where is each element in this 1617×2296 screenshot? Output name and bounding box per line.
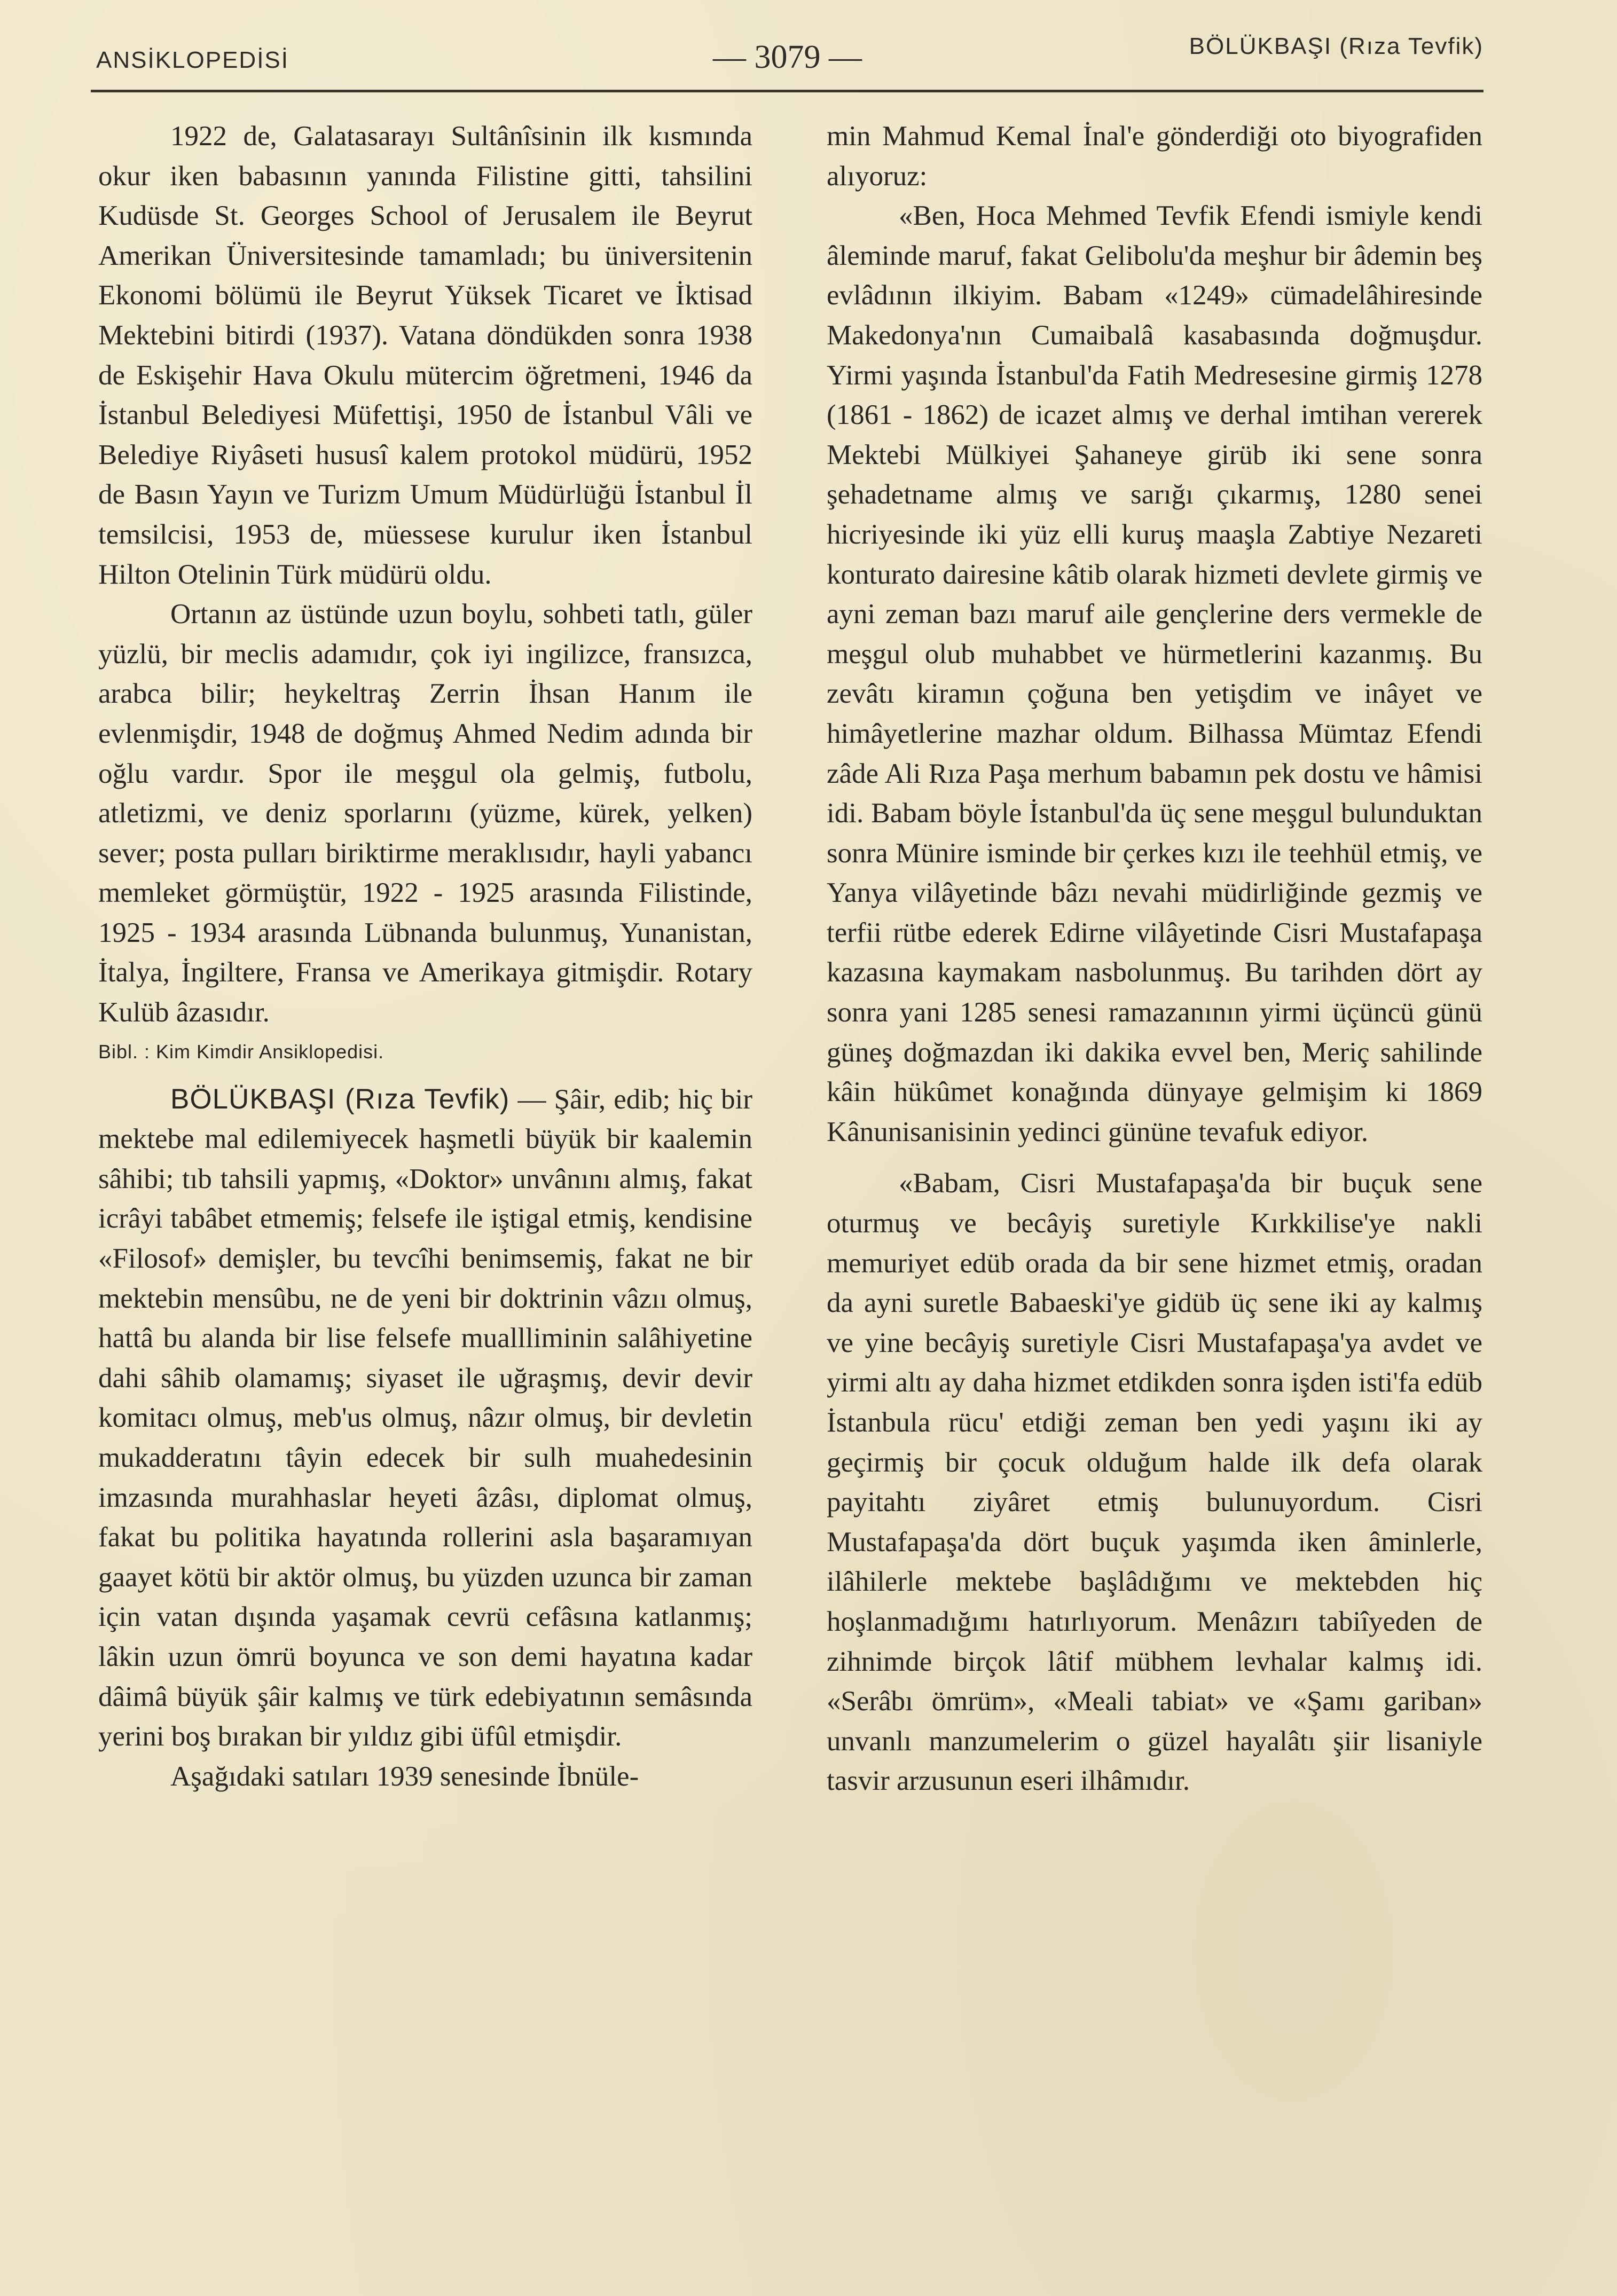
entry-heading: BÖLÜKBAŞI (Rıza Tevfik) [170,1083,510,1115]
header-encyclopedia-title: ANSİKLOPEDİSİ [96,47,289,73]
page-number: — 3079 — [713,39,862,75]
right-column [827,116,1482,1801]
header-rule [91,90,1483,92]
bibliography-note: Bibl. : Kim Kimdir Ansiklopedisi. [98,1040,384,1063]
header-entry-range: BÖLÜKBAŞI (Rıza Tevfik) [1189,33,1483,59]
paragraph-autobiography-childhood: «Babam, Cisri Mustafapaşa'da bir buçuk sene oturmuş ve becâyiş suretiyle Kırkkilise'ye nakli memuriyet edüb orada da bir sene hizmet etmiş, oradan da ayni suretle Babaeski'ye gidüb üç sene iki ay kalmış ve yine becâyiş suretiyle Cisri Mustafapaşa'ya avdet ve yirmi altı ay daha hizmet etdikden sonra işden isti'fa edüb İstanbula rücu' etdiği zeman ben yedi yaşını iki ay geçirmiş bir çocuk olduğum halde ilk defa olarak payitahtı ziyâret etmiş bulunuyordum. Cisri Mustafapaşa'da dört buçuk yaşımda iken âminlerle, ilâhilerle mektebe başlâdığımı ve mektebden hiç hoşlanmadığımı hatırlıyorum. Menâzırı tabiîyeden de zihnimde birçok lâtif mübhem levhalar kalmış idi. «Serâbı ömrüm», «Meali tabiat» ve «Şamı gariban» unvanlı manzumelerim o güzel hayalâtı şiir lisaniyle tasvir arzusunun eseri ilhâmıdır. [827,1168,1482,1797]
left-column [98,116,752,1796]
running-header [91,33,1483,87]
entry-body-text: — Şâir, edib; hiç bir mektebe mal edilemiyecek haşmetli büyük bir kaalemin sâhibi; tıb tahsili yapmış, «Doktor» unvânını almış, fakat icrâyi tabâbet etmemiş; felsefe ile iştigal etmiş, kendisine «Filosof» demişler, bu tevcîhi benimsemiş, fakat ne bir mektebin mensûbu, ne de yeni bir doktrinin vâzıı olmuş, hattâ bu alanda bir lise felsefe muallliminin salâhiyetine dahi sâhib olamamış; siyaset ile uğraşmış, devir devir komitacı olmuş, meb'us olmuş, nâzır olmuş, bir devletin mukadderatını tâyin edecek bir sulh muahedesinin imzasında murahhaslar heyeti âzâsı, diplomat olmuş, fakat bu politika hayatında rollerini asla başaramıyan gaayet kötü bir aktör olmuş, bu yüzden uzunca bir zaman için vatan dışında yaşamak cevrü cefâsına katlanmış; lâkin uzun ömrü boyunca ve son demi hayatına kadar dâimâ büyük şâir kalmış ve türk edebiyatının semâsında yerini boş bırakan bir yıldız gibi üfûl etmişdir. [98,1083,752,1752]
paragraph-entry-riza-tevfik [98,1080,752,1757]
paragraph-autobiography-father: «Ben, Hoca Mehmed Tevfik Efendi ismiyle kendi âleminde maruf, fakat Gelibolu'da meşhur bir âdemin beş evlâdının ilkiyim. Babam «1249» cümadelâhiresinde Makedonya'nın Cumaibalâ kasabasında doğmuşdur. Yirmi yaşında İstanbul'da Fatih Medresesine girmiş 1278 (1861 - 1862) de icazet almış ve derhal imtihan vererek Mektebi Mülkiyei Şahaneye girüb iki sene sonra şehadetname almış ve sarığı çıkarmış, 1280 senei hicriyesinde iki yüz elli kuruş maaşla Zabtiye Nezareti konturato dairesine kâtib olarak hizmeti devlete girmiş ve ayni zeman bazı maruf aile gençlerine ders vermekle de meşgul olub muhabbet ve hürmetlerini kazanmış. Bu zevâtı kiramın çoğuna ben yetişdim ve inâyet ve himâyetlerine mazhar oldum. Bilhassa Mümtaz Efendi zâde Ali Rıza Paşa merhum babamın pek dostu ve hâmisi idi. Babam böyle İstanbul'da üç sene meşgul bulunduktan sonra Münire isminde bir çerkes kızı ile teehhül etmiş, ve Yanya vilâyetinde bâzı nevahi müdirliğinde gezmiş ve terfii rütbe ederek Edirne vilâyetinde Cisri Mustafapaşa kazasına kaymakam nasbolunmuş. Bu tarihden dört ay sonra yani 1285 senesi ramazanının yirmi üçüncü günü güneş doğmazdan iki dakika evvel ben, Meriç sahilinde kâin hükûmet konağında dünyaye gelmişim ki 1869 Kânunisanisinin yedinci gününe tevafuk ediyor. [827,200,1482,1147]
paragraph-intro-autobiography: Aşağıdaki satıları 1939 senesinde İbnüle- [170,1760,639,1792]
paragraph-continuation: min Mahmud Kemal İnal'e gönderdiği oto biyografiden alıyoruz: [827,121,1482,192]
paragraph-biography-career: 1922 de, Galatasarayı Sultânîsinin ilk kısmında okur iken babasının yanında Filistine gitti, tahsilini Kudüsde St. Georges School of Jerusalem ile Beyrut Amerikan Üniversitesinde tamamladı; bu üniversitenin Ekonomi bölümü ile Beyrut Yüksek Ticaret ve İktisad Mektebini bitirdi (1937). Vatana döndükden sonra 1938 de Eskişehir Hava Okulu mütercim öğretmeni, 1946 da İstanbul Belediyesi Müfettişi, 1950 de İstanbul Vâli ve Belediye Riyâseti hususî kalem protokol müdürü, 1952 de Basın Yayın ve Turizm Umum Müdürlüğü İstanbul İl temsilcisi, 1953 de, müessese kurulur iken İstanbul Hilton Otelinin Türk müdürü oldu. [98,121,752,590]
paragraph-biography-personal: Ortanın az üstünde uzun boylu, sohbeti tatlı, güler yüzlü, bir meclis adamıdır, çok iyi ingilizce, fransızca, arabca bilir; heykeltraş Zerrin İhsan Hanım ile evlenmişdir, 1948 de doğmuş Ahmed Nedim adında bir oğlu vardır. Spor ile meşgul ola gelmiş, futbolu, atletizmi, ve deniz sporlarını (yüzme, kürek, yelken) sever; posta pulları biriktirme meraklısıdır, hayli yabancı memleket görmüştür, 1922 - 1925 arasında Filistinde, 1925 - 1934 arasında Lübnanda bulunmuş, Yunanistan, İtalya, İngiltere, Fransa ve Amerikaya gitmişdir. Rotary Kulüb âzasıdır. [98,599,752,1028]
